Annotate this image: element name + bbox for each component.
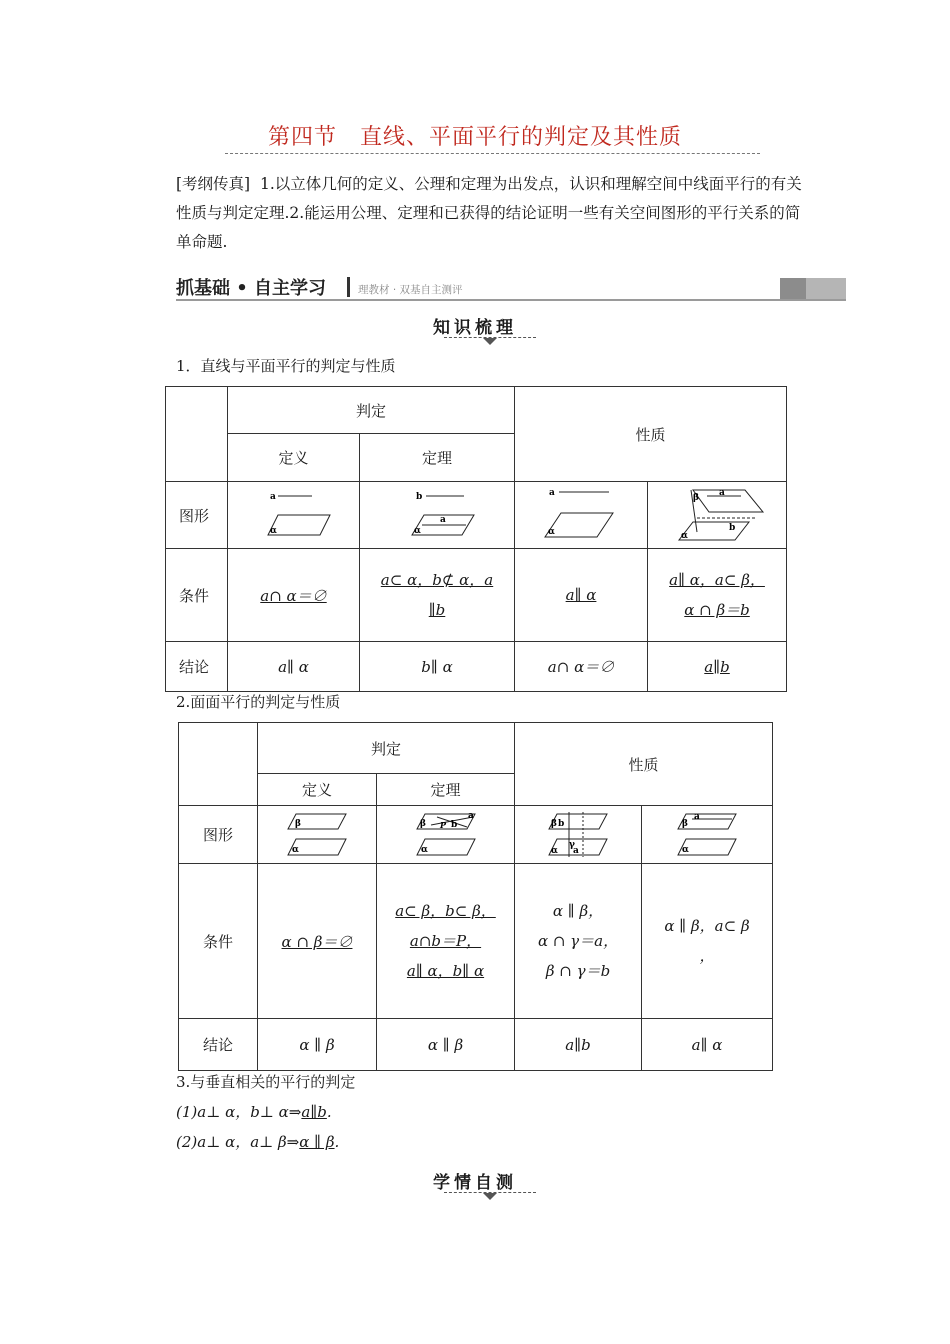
svg-text:P: P	[439, 819, 446, 830]
banner-block-dark	[780, 278, 806, 299]
intersecting-planes-figure	[667, 486, 767, 544]
svg-text:γ: γ	[569, 839, 575, 850]
table1-cond-thm-line2: ∥b	[428, 601, 446, 619]
item1-suffix: .	[326, 1103, 332, 1121]
item2-prefix: (2)a⊥ α，a⊥ β⇒	[176, 1133, 300, 1151]
table2-fig-prop1	[515, 806, 642, 864]
table2-row-condition: 条件	[179, 864, 258, 1019]
table2-cond-prop2-line1: α ∥ β，a⊂ β	[664, 917, 750, 935]
table2-property-header: 性质	[515, 723, 773, 806]
plane-plane-parallel-table	[178, 722, 773, 1071]
svg-text:α: α	[292, 844, 299, 855]
knowledge-arrow-icon	[483, 338, 497, 345]
table1-conc-prop2: a∥b	[704, 657, 730, 676]
svg-text:b: b	[416, 492, 423, 502]
section3-item1	[176, 1101, 332, 1122]
banner-separator	[347, 277, 350, 297]
selftest-arrow-icon	[483, 1193, 497, 1200]
svg-text:a: a	[440, 515, 446, 525]
table1-property-header: 性质	[515, 387, 787, 482]
table1-fig-prop2	[648, 482, 787, 549]
table1-def-header: 定义	[228, 434, 360, 482]
item2-suffix: .	[334, 1133, 340, 1151]
table1-cond-prop1: a∥ α	[565, 586, 597, 604]
table1-corner	[166, 387, 228, 482]
table2-conc-def: α ∥ β	[258, 1019, 377, 1071]
table2-fig-thm	[377, 806, 515, 864]
svg-text:b: b	[729, 523, 736, 533]
line-parallel-plane-figure	[539, 487, 623, 543]
table2-cond-thm-line2: a∩b＝P，	[409, 932, 482, 950]
item1-answer: a∥b	[301, 1103, 327, 1121]
banner-title: 抓基础 • 自主学习	[176, 278, 327, 299]
table2-corner	[179, 723, 258, 806]
parallel-planes-figure	[282, 811, 352, 859]
table2-cond-thm-line3: a∥ α，b∥ α	[406, 962, 485, 980]
syllabus-text: 1.以立体几何的定义、公理和定理为出发点，认识和理解空间中线面平行的有关性质与判定定理.2.能运用公理、定理和已获得的结论证明一些有关空间图形的平行关系的简单命题.	[176, 175, 802, 251]
table2-fig-prop2	[642, 806, 773, 864]
table1-conc-thm: b∥ α	[360, 642, 515, 692]
section3-heading: 3.与垂直相关的平行的判定	[176, 1073, 356, 1091]
table2-cond-prop2-line2: ，	[699, 947, 715, 965]
table2-row-conclusion: 结论	[179, 1019, 258, 1071]
svg-text:β: β	[295, 818, 301, 829]
item1-prefix: (1)a⊥ α，b⊥ α⇒	[176, 1103, 302, 1121]
title-divider	[225, 153, 760, 154]
table2-conc-prop2: a∥ α	[642, 1019, 773, 1071]
table2-heading: 2.面面平行的判定与性质	[176, 693, 341, 711]
table2-row-figure: 图形	[179, 806, 258, 864]
svg-text:a: a	[467, 810, 474, 821]
svg-text:β: β	[682, 818, 688, 829]
line-above-plane-figure	[254, 489, 334, 541]
section-banner	[176, 274, 846, 300]
table1-fig-prop1	[515, 482, 648, 549]
page-title: 第四节 直线、平面平行的判定及其性质	[267, 125, 682, 150]
table2-cond-thm-line1: a⊂ β，b⊂ β，	[395, 902, 496, 920]
svg-text:α: α	[682, 844, 689, 855]
svg-text:a: a	[269, 492, 276, 502]
banner-subtitle: 理教材 · 双基自主测评	[358, 284, 463, 296]
svg-text:a: a	[573, 845, 579, 856]
svg-text:β: β	[419, 818, 426, 829]
svg-text:a: a	[694, 811, 700, 822]
svg-text:α: α	[420, 844, 428, 855]
table2-cond-prop1-line1: α ∥ β，	[552, 902, 604, 920]
section3-item2	[176, 1131, 339, 1152]
table1-cond-prop2-line2: α ∩ β＝b	[684, 601, 750, 619]
table1-row-conclusion: 结论	[166, 642, 228, 692]
line-plane-parallel-table	[165, 386, 787, 692]
three-planes-figure	[543, 811, 613, 859]
table2-cond-def: α ∩ β＝∅	[281, 932, 353, 951]
line-in-parallel-plane-figure	[672, 811, 742, 859]
table2-fig-def	[258, 806, 377, 864]
svg-text:α: α	[681, 531, 688, 541]
table2-conc-thm: α ∥ β	[377, 1019, 515, 1071]
table1-theorem-header: 定理	[360, 434, 515, 482]
svg-text:α: α	[551, 845, 558, 856]
table2-conc-prop1: a∥b	[515, 1019, 642, 1071]
table2-def-header: 定义	[258, 774, 377, 806]
table1-conc-prop1: a∩ α＝∅	[515, 642, 648, 692]
table1-cond-def: a∩ α＝∅	[260, 586, 327, 605]
banner-rule	[176, 299, 846, 301]
table2-cond-prop1-line2: α ∩ γ＝a，	[537, 932, 619, 950]
planes-with-intersecting-lines-figure	[411, 811, 481, 859]
table1-fig-thm	[360, 482, 515, 549]
svg-text:β: β	[693, 493, 699, 503]
table2-cond-prop1-line3: β ∩ γ＝b	[545, 962, 611, 980]
table1-cond-thm-line1: a⊂ α，b⊄ α，a	[380, 571, 494, 589]
table2-theorem-header: 定理	[377, 774, 515, 806]
table1-conc-def: a∥ α	[228, 642, 360, 692]
svg-text:α: α	[414, 526, 421, 536]
svg-text:α: α	[548, 527, 555, 537]
line-parallel-to-line-in-plane-figure	[392, 489, 482, 541]
item2-answer: α ∥ β	[299, 1133, 335, 1151]
svg-text:β: β	[551, 818, 557, 829]
table1-heading: 1．直线与平面平行的判定与性质	[176, 357, 396, 375]
syllabus-intro	[176, 170, 812, 257]
table1-fig-def	[228, 482, 360, 549]
table1-row-condition: 条件	[166, 549, 228, 642]
table1-row-figure: 图形	[166, 482, 228, 549]
table2-judge-header: 判定	[258, 723, 515, 774]
svg-text:b: b	[558, 818, 565, 829]
svg-text:b: b	[450, 819, 457, 830]
banner-block-light	[806, 278, 846, 299]
table1-judge-header: 判定	[228, 387, 515, 434]
svg-text:a: a	[549, 488, 555, 498]
syllabus-label: [考纲传真]	[176, 175, 251, 193]
section-selftest: 学情自测	[433, 1173, 517, 1193]
svg-text:α: α	[269, 526, 277, 536]
section-knowledge: 知识梳理	[433, 318, 517, 338]
svg-text:a: a	[719, 488, 725, 498]
table1-cond-prop2-line1: a∥ α，a⊂ β，	[669, 571, 765, 589]
